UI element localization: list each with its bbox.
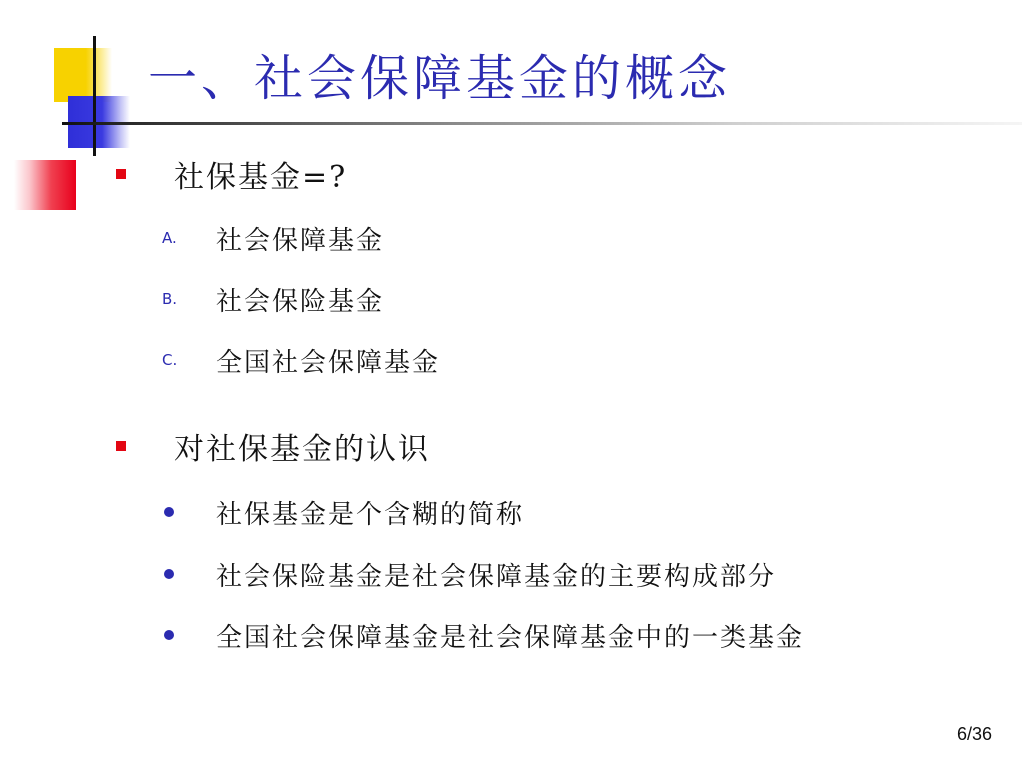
ornament-yellow-square bbox=[54, 48, 112, 102]
dot-bullet-icon bbox=[164, 569, 174, 579]
list-item-text: 社保基金是个含糊的简称 bbox=[216, 499, 525, 530]
list-marker: A. bbox=[162, 229, 177, 247]
list-item bbox=[162, 494, 524, 530]
bullet-text: 对社保基金的认识 bbox=[174, 432, 430, 467]
page-number: 6/36 bbox=[956, 724, 992, 744]
square-bullet-icon bbox=[116, 169, 126, 179]
title-underline bbox=[62, 122, 1022, 125]
dot-bullet-icon bbox=[164, 507, 174, 517]
list-item bbox=[162, 220, 384, 256]
list-item bbox=[162, 281, 384, 317]
list-marker: C. bbox=[162, 351, 178, 369]
list-item bbox=[162, 556, 776, 592]
slide-title: 一、社会保障基金的概念 bbox=[148, 50, 732, 107]
list-item-text: 社会保险基金是社会保障基金的主要构成部分 bbox=[216, 561, 777, 592]
dot-bullet-icon bbox=[164, 630, 174, 640]
ornament-vertical-line bbox=[93, 36, 96, 156]
list-marker: B. bbox=[162, 290, 178, 308]
list-item-text: 全国社会保障基金 bbox=[216, 347, 441, 378]
list-item-text: 社会保险基金 bbox=[216, 286, 385, 317]
ornament-red-square bbox=[14, 160, 76, 210]
square-bullet-icon bbox=[116, 441, 126, 451]
list-item bbox=[162, 342, 440, 378]
bullet-level1 bbox=[116, 154, 347, 194]
list-item-text: 社会保障基金 bbox=[216, 225, 385, 256]
list-item-text: 全国社会保障基金是社会保障基金中的一类基金 bbox=[216, 622, 805, 653]
bullet-text: 社保基金=? bbox=[174, 160, 348, 195]
bullet-level1 bbox=[116, 426, 430, 466]
list-item bbox=[162, 617, 804, 653]
